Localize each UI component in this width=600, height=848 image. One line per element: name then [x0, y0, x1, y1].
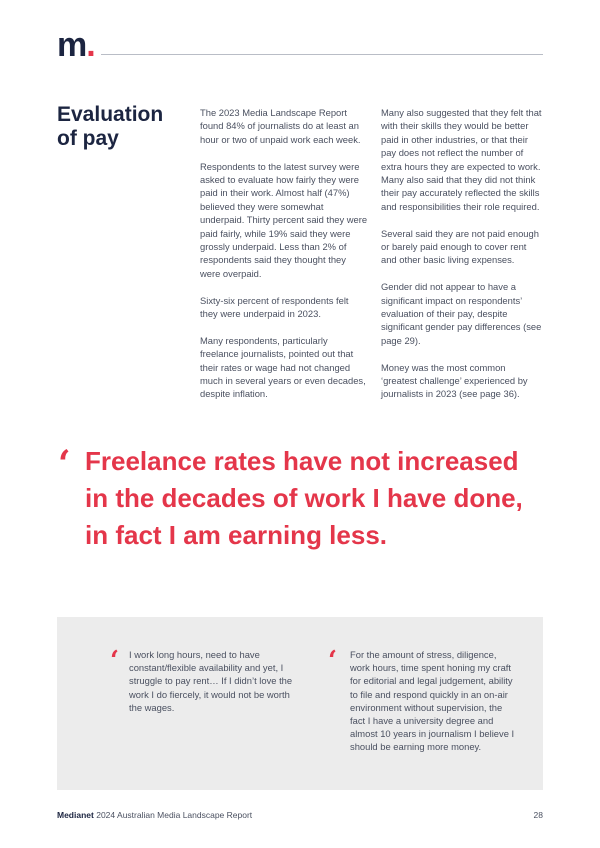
quote-mark-icon: ‘ — [110, 646, 120, 676]
section-title-line: of pay — [57, 127, 119, 150]
footer-brand: Medianet — [57, 810, 94, 820]
page-footer — [57, 809, 543, 821]
header-divider — [101, 54, 543, 55]
testimonial-quote: For the amount of stress, diligence, work hours, time spent honing my craft for editorial and legal judgement, ability to file and respond quickly in an on-air environment without supervision, the fact I have a university degree and almost 10 years in journalism I believe I should be earning more money. — [350, 649, 515, 753]
paragraph: Gender did not appear to have a significant impact on respondents’ evaluation of their pay, despite significant gender pay differences (see page 29). — [381, 281, 542, 346]
page-number: 28 — [533, 810, 543, 820]
paragraph: Respondents to the latest survey were asked to evaluate how fairly they were paid in their work. Almost half (47%) believed they were somewhat underpaid. Thirty percent said they were paid fairly, while 19% said they were grossly underpaid. Less than 2% of respondents said they thought they were overpaid. — [200, 160, 368, 279]
paragraph: Sixty-six percent of respondents felt they were underpaid in 2023. — [200, 294, 349, 320]
testimonial-quote: I work long hours, need to have constant/flexible availability and yet, I struggle to pay rent… If I didn’t love the work I do fiercely, it would not be worth the wages. — [129, 649, 293, 713]
paragraph: Several said they are not paid enough or barely paid enough to cover rent and other basic living expenses. — [381, 227, 539, 266]
paragraph: Many respondents, particularly freelance journalists, pointed out that their rates or wage had not changed much in several years or even decades, despite inflation. — [200, 334, 366, 400]
quote-mark-icon: ‘ — [58, 443, 71, 485]
body-column-2 — [381, 106, 544, 414]
footer-report-title: 2024 Australian Media Landscape Report — [96, 810, 253, 820]
paragraph: The 2023 Media Landscape Report found 84% of journalists do at least an hour or two of unpaid work each week. — [200, 107, 361, 145]
body-column-1 — [200, 106, 368, 414]
section-title — [57, 103, 182, 151]
medianet-logo — [57, 26, 95, 64]
paragraph: Money was the most common ‘greatest challenge’ experienced by journalists in 2023 (see page 36). — [381, 361, 528, 400]
logo-letter: m — [57, 26, 87, 64]
paragraph: Many also suggested that they felt that with their skills they would be better paid in other industries, or that their pay does not reflect the number of extra hours they are expected to work. Many also said that they did not think their pay accurately reflected the skills and responsibilities their role required. — [381, 107, 542, 212]
pull-quote: Freelance rates have not increased in the decades of work I have done, in fact I am earning less. — [85, 446, 523, 550]
section-title-line: Evaluation — [57, 103, 164, 126]
logo-dot: . — [86, 26, 95, 64]
quote-mark-icon: ‘ — [328, 646, 338, 676]
